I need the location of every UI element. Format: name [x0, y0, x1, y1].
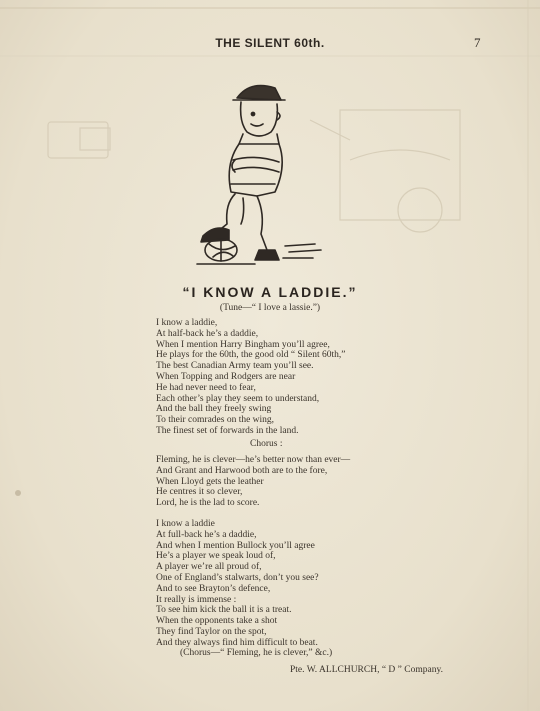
- verse-line: He’s a player we speak loud of,: [156, 551, 276, 562]
- verse-line: To their comrades on the wing,: [156, 415, 275, 426]
- page-number: 7: [474, 35, 481, 50]
- soldier-footballer-icon: [195, 74, 335, 269]
- chorus-text: [156, 455, 350, 509]
- verse-line: He had never need to fear,: [156, 382, 256, 393]
- chorus-label: Chorus :: [250, 439, 283, 449]
- verse-line: It really is immense :: [156, 594, 237, 605]
- verse-line: The best Canadian Army team you’ll see.: [156, 361, 314, 372]
- verse-line: Each other’s play they seem to understand,: [156, 393, 320, 404]
- verse-line: I know a laddie: [156, 519, 215, 529]
- verse-line: And they always find him difficult to beat.: [156, 637, 318, 648]
- verse-line: When Lloyd gets the leather: [156, 476, 264, 487]
- author-signature: Pte. W. ALLCHURCH, “ D ” Company.: [290, 665, 443, 675]
- verse-2: [156, 519, 319, 649]
- song-tune: (Tune—“ I love a lassie.”): [219, 303, 321, 313]
- verse-line: And the ball they freely swing: [156, 404, 272, 415]
- song-title: “I KNOW A LADDIE.”: [182, 284, 358, 300]
- verse-line: The finest set of forwards in the land.: [156, 425, 299, 436]
- verse-line: And when I mention Bullock you’ll agree: [156, 540, 315, 551]
- verse-line: One of England’s stalwarts, don’t you see?: [156, 572, 319, 583]
- verse-line: And to see Brayton’s defence,: [156, 583, 271, 594]
- verse-line: When Topping and Rodgers are near: [156, 371, 296, 382]
- verse-line: At full-back he’s a daddie,: [156, 529, 257, 540]
- chorus-note: (Chorus—“ Fleming, he is clever,” &c.): [180, 648, 333, 658]
- verse-line: Fleming, he is clever—he’s better now than ever—: [156, 455, 351, 465]
- verse-line: To see him kick the ball it is a treat.: [156, 605, 292, 616]
- verse-1: [156, 318, 345, 437]
- verse-line: When I mention Harry Bingham you’ll agree,: [156, 339, 330, 350]
- verse-line: And Grant and Harwood both are to the fore,: [156, 465, 328, 476]
- page-header-title: THE SILENT 60th.: [215, 36, 325, 50]
- verse-line: I know a laddie,: [156, 318, 218, 328]
- verse-line: At half-back he’s a daddie,: [156, 328, 259, 339]
- verse-line: A player we’re all proud of,: [156, 562, 262, 573]
- verse-line: Lord, he is the lad to score.: [156, 498, 260, 509]
- verse-line: They find Taylor on the spot,: [156, 626, 267, 637]
- verse-line: He centres it so clever,: [156, 487, 243, 498]
- verse-line: He plays for the 60th, the good old “ Silent 60th,”: [156, 350, 346, 361]
- verse-line: When the opponents take a shot: [156, 616, 278, 627]
